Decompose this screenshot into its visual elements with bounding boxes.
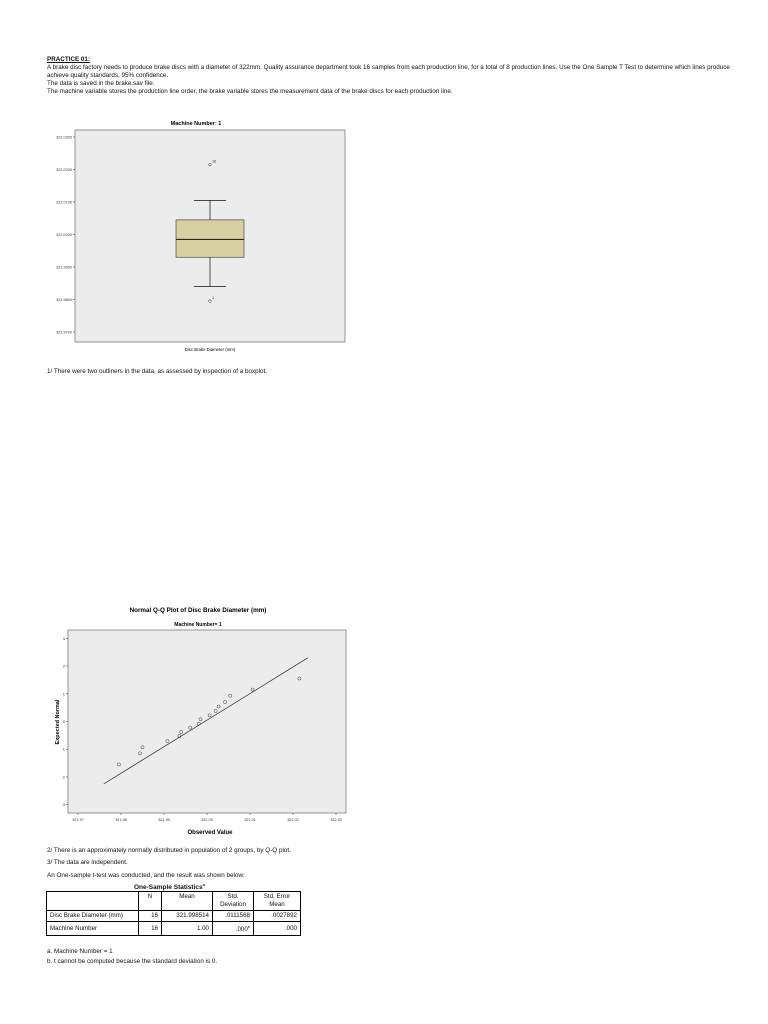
- y-tick-label: 1: [62, 691, 65, 697]
- y-tick-label: 322.0000: [56, 233, 72, 237]
- y-tick-label: 2: [62, 663, 65, 669]
- row-label: Disc Brake Diameter (mm): [47, 911, 139, 922]
- header-mean: Mean: [162, 892, 213, 911]
- y-tick-label: 0: [62, 719, 65, 724]
- outlier-label: 16: [212, 159, 217, 164]
- table-caption-sup: a: [202, 882, 205, 887]
- y-tick-label: -1: [61, 746, 65, 752]
- iqr-box: [176, 220, 244, 257]
- y-tick-label: -3: [61, 802, 65, 808]
- x-tick-label: 322.02: [287, 818, 299, 822]
- row-label: Machine Number: [47, 922, 139, 936]
- y-tick-label: 322.0300: [56, 135, 72, 140]
- x-tick-label: 321.97: [72, 818, 84, 822]
- table-caption: [134, 882, 205, 891]
- note-normality: 2/ There is an approximately normally distributed in population of 2 groups, by Q-Q plot.: [47, 847, 291, 854]
- qq-plot-title: Normal Q-Q Plot of Disc Brake Diameter (mm): [129, 607, 267, 614]
- cell-std-deviation-value: .000: [235, 926, 248, 934]
- y-tick-label: 3: [62, 635, 65, 641]
- qq-y-label: Expected Normal: [55, 699, 61, 745]
- header-std-error-mean: Std. Error Mean: [254, 892, 301, 911]
- data-file-note: The data is saved in the brake.sav file.: [47, 80, 155, 87]
- intro-paragraph: A brake disc factory needs to produce brake discs with a diameter of 322mm. Quality assurance department took 16 samples from each production line, for a total of 8 production lines. Use the One Sample T Test to determine which lines produce achieve quality standards, 95% confidence.: [47, 64, 730, 79]
- boxplot-title: Machine Number: 1: [170, 121, 222, 127]
- cell-mean: 321.998514: [162, 911, 213, 922]
- table-header-row: [47, 892, 301, 911]
- footnote-a: a. Machine Number = 1: [47, 948, 113, 955]
- x-tick-label: 321.98: [115, 818, 127, 822]
- y-tick-label: 322.0100: [56, 200, 72, 205]
- cell-n: 16: [139, 911, 162, 922]
- y-tick-label: 322.0200: [56, 168, 72, 172]
- y-tick-label: 321.9700: [56, 330, 72, 335]
- cell-std-deviation: [213, 922, 254, 936]
- variable-note: The machine variable stores the production line order, the brake variable stores the measurement data of the brake discs for each production line.: [47, 88, 453, 95]
- cell-n: 16: [139, 922, 162, 936]
- qq-plot-area: [68, 630, 346, 813]
- table-corner-cell: [47, 892, 139, 911]
- table-row: [47, 911, 301, 922]
- cell-std-error-mean: .000: [254, 922, 301, 936]
- qq-plot-subtitle: Machine Number= 1: [174, 622, 222, 628]
- outlier-label: 1: [212, 296, 215, 301]
- note-outliers: 1/ There were two outliners in the data, as assessed by inspection of a boxplot.: [47, 368, 268, 375]
- header-std-deviation: Std. Deviation: [213, 892, 254, 911]
- footnote-b: b. t cannot be computed because the standard deviation is 0.: [47, 958, 218, 965]
- y-tick-label: -2: [61, 774, 65, 780]
- cell-std-deviation-sup: b: [247, 924, 250, 929]
- boxplot-chart: [30, 116, 360, 358]
- qq-x-label: Observed Value: [187, 830, 233, 836]
- cell-mean: 1.00: [162, 922, 213, 936]
- x-tick-label: 322.00: [201, 818, 213, 822]
- cell-std-deviation: .0111568: [213, 911, 254, 922]
- one-sample-statistics-table: [46, 891, 301, 936]
- boxplot-x-label: Disc Brake Diameter (mm): [184, 347, 236, 352]
- header-n: N: [139, 892, 162, 911]
- practice-heading: PRACTICE 01:: [47, 56, 91, 63]
- x-tick-label: 321.99: [158, 818, 170, 822]
- qq-plot-chart: [50, 602, 360, 842]
- cell-std-error-mean: .0027892: [254, 911, 301, 922]
- x-tick-label: 322.01: [244, 818, 256, 822]
- note-ttest: An One-sample t-test was conducted, and the result was shown below:: [47, 872, 245, 879]
- y-tick-label: 321.9800: [56, 298, 72, 302]
- note-independence: 3/ The data are independent.: [47, 859, 128, 866]
- x-tick-label: 322.03: [330, 818, 342, 822]
- y-tick-label: 321.9900: [56, 265, 72, 270]
- table-row: [47, 922, 301, 936]
- intro-section: [47, 56, 737, 96]
- table-caption-text: One-Sample Statistics: [134, 884, 203, 892]
